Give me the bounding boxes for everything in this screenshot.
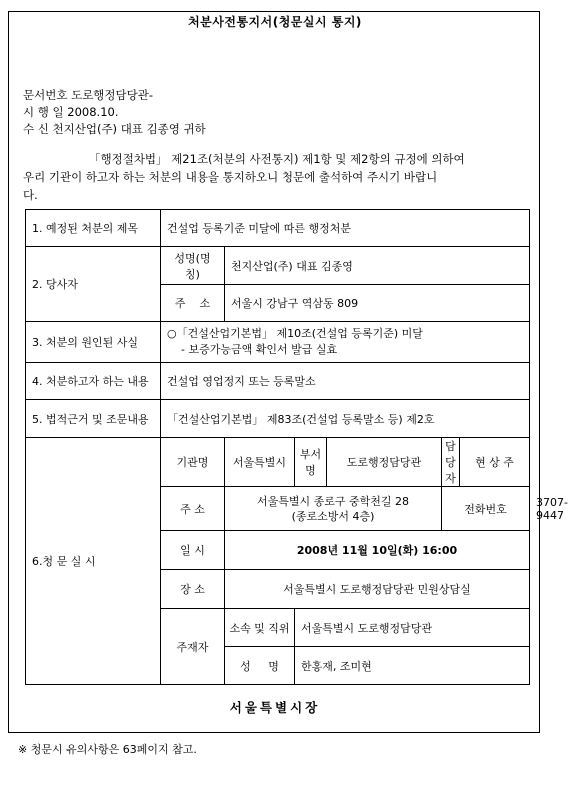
place-label: 장 소 (161, 570, 225, 609)
intro-line-1: 「행정절차법」 제21조(처분의 사전통지) 제1항 및 제2항의 규정에 의하여 (89, 152, 465, 166)
row3-label: 3. 처분의 원인된 사실 (26, 322, 161, 363)
person-label: 담당자 (442, 438, 460, 487)
datetime-label: 일 시 (161, 531, 225, 570)
dept-value: 도로행정담당관 (327, 438, 442, 487)
host-org-value: 서울특별시 도로행정담당관 (295, 609, 530, 647)
address-line1: 서울특별시 종로구 중학천길 28 (257, 494, 409, 508)
recipient: 수 신 천지산업(주) 대표 김종영 귀하 (23, 122, 206, 136)
issue-date: 시 행 일 2008.10. (23, 105, 119, 119)
address-line2: (종로소방서 4층) (291, 509, 375, 523)
address-label: 주 소 (161, 487, 225, 531)
phone-label: 전화번호 (442, 487, 530, 531)
address-value (225, 487, 442, 531)
intro-line-2: 우리 기관이 하고자 하는 처분의 내용을 통지하오니 청문에 출석하여 주시기 바랍니 (23, 170, 438, 184)
row-cause (26, 322, 530, 363)
intro-line-3: 다. (23, 188, 38, 202)
host-label: 주재자 (161, 609, 225, 685)
row3-value (161, 322, 530, 363)
row5-value: 「건설산업기본법」 제83조(건설업 등록말소 등) 제2호 (161, 400, 530, 438)
host-name-value: 한홍재, 조미현 (295, 647, 530, 685)
document-meta (23, 87, 206, 138)
row2-addr-label: 주 소 (161, 285, 225, 322)
issuer-signature: 서울특별시장 (229, 700, 321, 715)
row5-label: 5. 법적근거 및 조문내용 (26, 400, 161, 438)
host-org-label: 소속 및 직위 (225, 609, 295, 647)
person-value: 현 상 주 (460, 438, 530, 487)
row2-name-value: 천지산업(주) 대표 김종영 (225, 247, 530, 285)
row2-name-label: 성명(명칭) (161, 247, 225, 285)
footnote: ※ 청문시 유의사항은 63페이지 참고. (18, 743, 197, 756)
row-legal (26, 400, 530, 438)
row-hearing-address: 주 소 서울특별시 종로구 중학천길 28 (종로소방서 4층) 전화번호 3707-9447 (26, 487, 530, 531)
host-name-label: 성 명 (225, 647, 295, 685)
row-party-name (26, 247, 530, 285)
row3-value-line1: ○「건설산업기본법」 제10조(건설업 등록기준) 미달 (167, 327, 423, 340)
document-title: 처분사전통지서(청문실시 통지) (188, 15, 362, 29)
agency-label: 기관명 (161, 438, 225, 487)
agency-value: 서울특별시 (225, 438, 295, 487)
row-title (26, 210, 530, 247)
row3-value-line2: - 보증가능금액 확인서 발급 실효 (181, 343, 338, 356)
row4-label: 4. 처분하고자 하는 내용 (26, 363, 161, 400)
dept-label: 부서명 (295, 438, 327, 487)
row4-value: 건설업 영업정지 또는 등록말소 (161, 363, 530, 400)
place-value: 서울특별시 도로행정담당관 민원상담실 (225, 570, 530, 609)
row2-addr-value: 서울시 강남구 역삼동 809 (225, 285, 530, 322)
intro-paragraph (23, 150, 528, 204)
notice-table (25, 209, 568, 685)
row1-value: 건설업 등록기준 미달에 따른 행정처분 (161, 210, 530, 247)
doc-number: 문서번호 도로행정담당관- (23, 88, 154, 102)
row-action (26, 363, 530, 400)
row6-label: 6.청 문 실 시 (26, 438, 161, 685)
row1-label: 1. 예정된 처분의 제목 (26, 210, 161, 247)
row2-label: 2. 당사자 (26, 247, 161, 322)
row-hearing-agency (26, 438, 530, 487)
datetime-value: 2008년 11월 10일(화) 16:00 (225, 531, 530, 570)
